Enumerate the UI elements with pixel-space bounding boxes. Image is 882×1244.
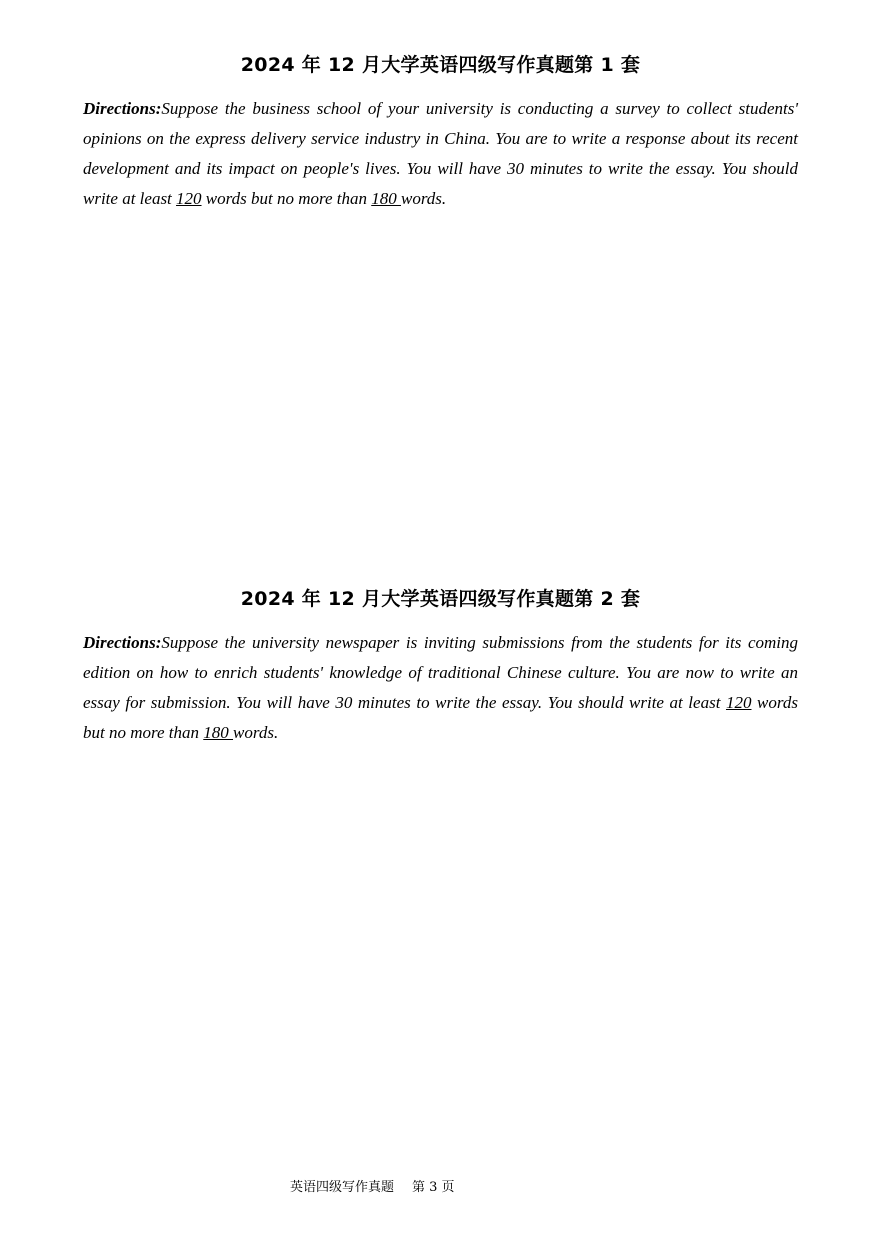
directions-paragraph [83, 94, 798, 214]
page-footer [290, 1178, 455, 1198]
directions-text: Suppose the business school of your university is conducting a survey to collect students' opinions on the express delivery service industry in China. You are to write a response about its recent development and its impact on people's lives. You will have 30 minutes to write the essay. You should write at least [83, 99, 798, 208]
section-title: 2024 年 12 月大学英语四级写作真题第 1 套 [240, 54, 641, 76]
directions-text-middle: words but no more than [83, 693, 798, 742]
max-word-count: 180 [371, 189, 401, 208]
exam-section-1 [83, 52, 798, 214]
section-title: 2024 年 12 月大学英语四级写作真题第 2 套 [240, 588, 641, 610]
directions-label: Directions: [83, 99, 162, 118]
directions-text-end: words. [233, 723, 279, 742]
exam-section-2 [83, 586, 798, 748]
directions-label: Directions: [83, 633, 162, 652]
min-word-count: 120 [176, 189, 202, 208]
min-word-count: 120 [725, 693, 752, 712]
directions-paragraph [83, 628, 798, 748]
directions-text: Suppose the university newspaper is inviting submissions from the students for its coming edition on how to enrich students' knowledge of traditional Chinese culture. You are now to write an essay for submission. You will have 30 minutes to write the essay. You should write at least [83, 633, 798, 712]
directions-text-end: words. [400, 189, 447, 208]
footer-doc-title: 英语四级写作真题 [290, 1180, 395, 1195]
page-number: 第 3 页 [412, 1180, 455, 1195]
max-word-count: 180 [203, 723, 234, 742]
directions-text-middle: words but no more than [201, 189, 372, 208]
